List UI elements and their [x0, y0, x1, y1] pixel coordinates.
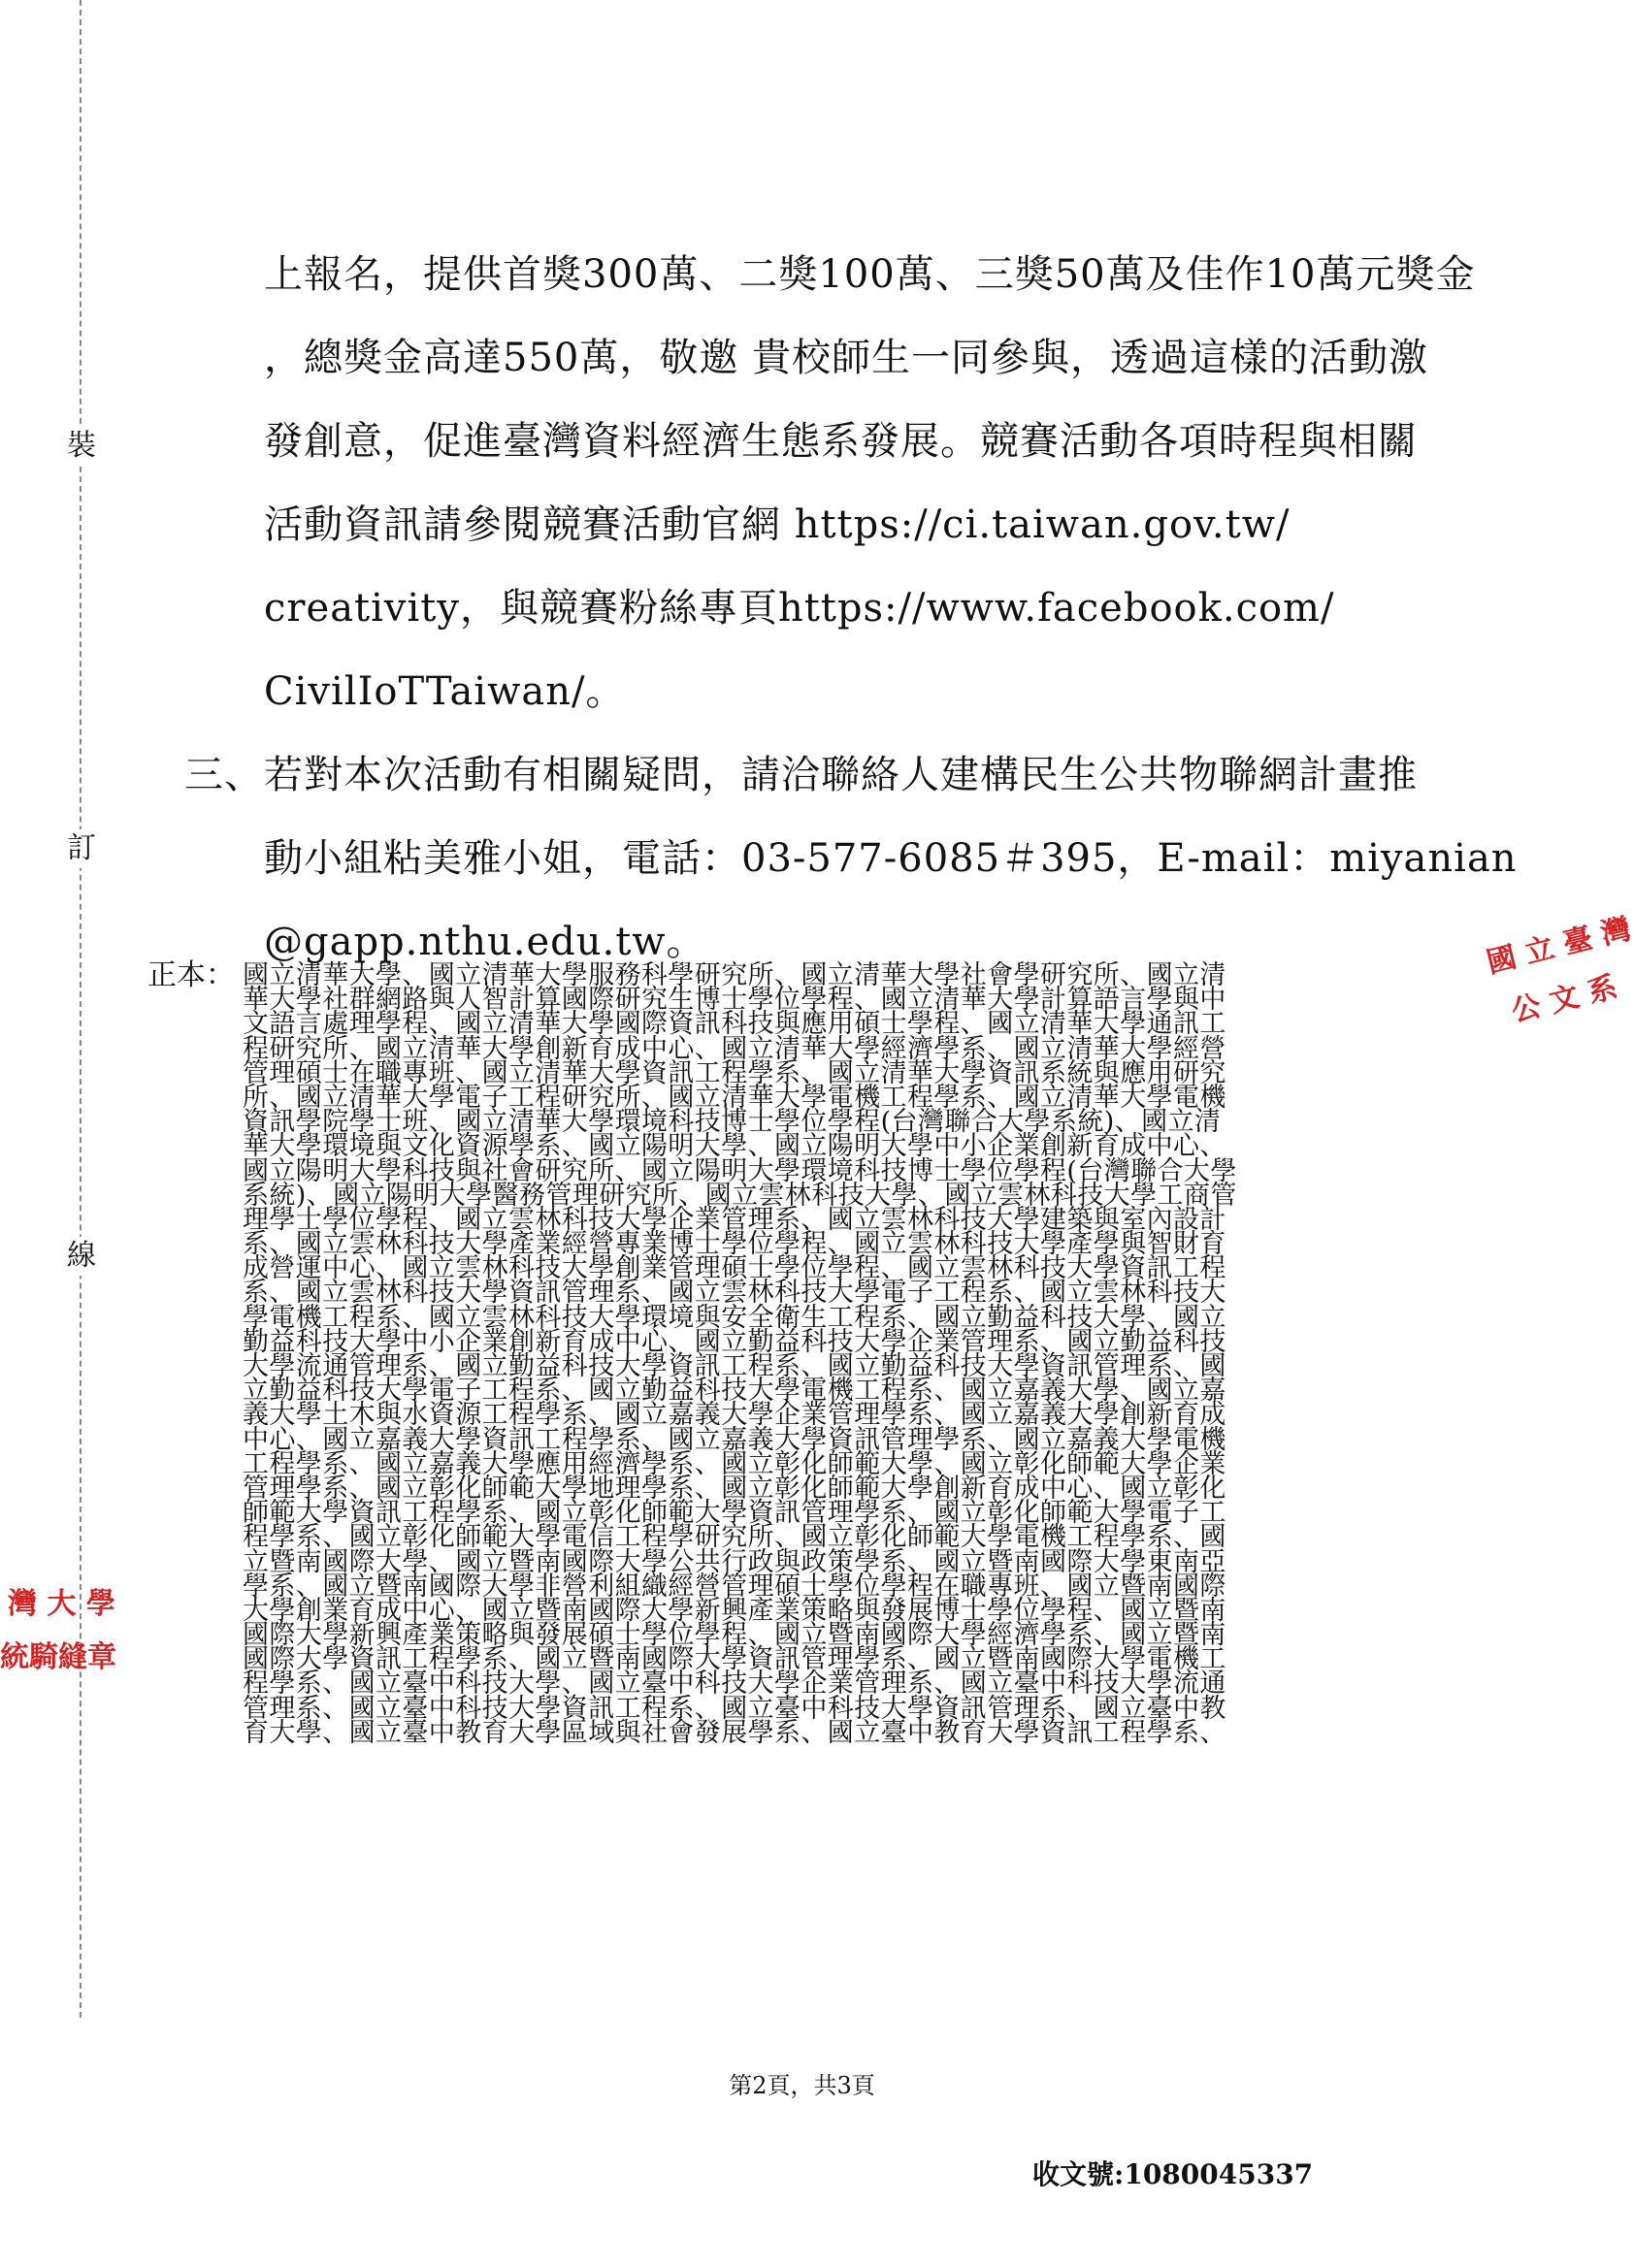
recipients-line: 程研究所、國立清華大學創新育成中心、國立清華大學經濟學系、國立清華大學經營 — [243, 1033, 1226, 1064]
recipients-label: 正本： — [147, 958, 235, 992]
item-three-line: 動小組粘美雅小姐，電話：03-577-6085＃395，E-mail：miyanian — [264, 836, 1518, 881]
binding-label-xian: 線 — [62, 1237, 101, 1276]
recipients-line: 工程學系、國立嘉義大學應用經濟學系、國立彰化師範大學、國立彰化師範大學企業 — [243, 1448, 1226, 1479]
recipients-line: 管理碩士在職專班、國立清華大學資訊工程學系、國立清華大學資訊系統與應用研究 — [243, 1057, 1226, 1088]
binding-label-ding: 訂 — [62, 829, 101, 868]
recipients-line: 國際大學資訊工程學系、國立暨南國際大學資訊管理學系、國立暨南國際大學電機工 — [243, 1644, 1226, 1675]
binding-label-zhuang: 裝 — [62, 427, 101, 466]
body-line: ，總獎金高達550萬，敬邀 貴校師生一同參與，透過這樣的活動激 — [264, 336, 1429, 380]
seal-stamp-right-line2: 公 文 系 — [1508, 970, 1621, 1029]
item-three-line: @gapp.nthu.edu.tw。 — [264, 920, 706, 964]
recipients-line: 學系、國立暨南國際大學非營利組織經營管理碩士學位學程在職專班、國立暨南國際 — [243, 1571, 1226, 1602]
body-line: 活動資訊請參閱競賽活動官網 https://ci.taiwan.gov.tw/ — [264, 502, 1291, 547]
recipients-line: 程學系、國立彰化師範大學電信工程學研究所、國立彰化師範大學電機工程學系、國 — [243, 1522, 1226, 1553]
recipients-line: 系統)、國立陽明大學醫務管理研究所、國立雲林科技大學、國立雲林科技大學工商管 — [243, 1180, 1237, 1211]
recipients-line: 系、國立雲林科技大學資訊管理系、國立雲林科技大學電子工程系、國立雲林科技大 — [243, 1278, 1226, 1309]
recipients-line: 管理學系、國立彰化師範大學地理學系、國立彰化師範大學創新育成中心、國立彰化 — [243, 1473, 1226, 1504]
recipients-line: 國際大學新興產業策略與發展碩士學位學程、國立暨南國際大學經濟學系、國立暨南 — [243, 1620, 1226, 1651]
recipients-line: 中心、國立嘉義大學資訊工程學系、國立嘉義大學資訊管理學系、國立嘉義大學電機 — [243, 1424, 1226, 1455]
receipt-document-number: 收文號:1080045337 — [1032, 2158, 1314, 2190]
recipients-line: 立勤益科技大學電子工程系、國立勤益科技大學電機工程系、國立嘉義大學、國立嘉 — [243, 1376, 1226, 1407]
recipients-line: 大學創業育成中心、國立暨南國際大學新興產業策略與發展博士學位學程、國立暨南 — [243, 1595, 1226, 1626]
recipients-line: 管理系、國立臺中科技大學資訊工程系、國立臺中科技大學資訊管理系、國立臺中教 — [243, 1693, 1226, 1724]
recipients-line: 成營運中心、國立雲林科技大學創業管理碩士學位學程、國立雲林科技大學資訊工程 — [243, 1253, 1226, 1284]
recipients-line: 華大學社群網路與人智計算國際研究生博士學位學程、國立清華大學計算語言學與中 — [243, 985, 1226, 1016]
seal-stamp-right-line1: 國 立 臺 灣 — [1483, 912, 1634, 981]
page-number: 第2頁，共3頁 — [729, 2072, 875, 2099]
recipients-line: 程學系、國立臺中科技大學、國立臺中科技大學企業管理系、國立臺中科技大學流通 — [243, 1669, 1226, 1700]
recipients-line: 勤益科技大學中小企業創新育成中心、國立勤益科技大學企業管理系、國立勤益科技 — [243, 1326, 1226, 1357]
body-line: 上報名，提供首獎300萬、二獎100萬、三獎50萬及佳作10萬元獎金 — [264, 252, 1476, 297]
recipients-line: 國立清華大學、國立清華大學服務科學研究所、國立清華大學社會學研究所、國立清 — [243, 960, 1226, 990]
recipients-line: 所、國立清華大學電子工程研究所、國立清華大學電機工程學系、國立清華大學電機 — [243, 1082, 1226, 1113]
recipients-line: 國立陽明大學科技與社會研究所、國立陽明大學環境科技博士學位學程(台灣聯合大學 — [243, 1155, 1237, 1186]
body-line: CivilIoTTaiwan/。 — [264, 669, 626, 714]
recipients-line: 學電機工程系、國立雲林科技大學環境與安全衛生工程系、國立勤益科技大學、國立 — [243, 1302, 1226, 1333]
recipients-line: 大學流通管理系、國立勤益科技大學資訊工程系、國立勤益科技大學資訊管理系、國 — [243, 1351, 1226, 1381]
recipients-line: 育大學、國立臺中教育大學區域與社會發展學系、國立臺中教育大學資訊工程學系、 — [243, 1717, 1226, 1748]
body-line: 發創意，促進臺灣資料經濟生態系發展。競賽活動各項時程與相關 — [264, 419, 1418, 464]
item-three-heading-line: 三、若對本次活動有相關疑問，請洽聯絡人建構民生公共物聯網計畫推 — [184, 753, 1418, 797]
recipients-line: 義大學土木與水資源工程學系、國立嘉義大學企業管理學系、國立嘉義大學創新育成 — [243, 1400, 1226, 1431]
recipients-list — [243, 960, 1467, 1748]
recipients-line: 理學士學位學程、國立雲林科技大學企業管理系、國立雲林科技大學建築與室內設計 — [243, 1204, 1226, 1235]
body-line: creativity，與競賽粉絲專頁https://www.facebook.com/ — [264, 586, 1335, 631]
seal-stamp-left-line2: 統騎縫章 — [0, 1640, 116, 1674]
recipients-line: 華大學環境與文化資源學系、國立陽明大學、國立陽明大學中小企業創新育成中心、 — [243, 1131, 1226, 1162]
recipients-line: 文語言處理學程、國立清華大學國際資訊科技與應用碩士學程、國立清華大學通訊工 — [243, 1009, 1226, 1040]
recipients-line: 系、國立雲林科技大學產業經營專業博士學位學程、國立雲林科技大學產學與智財育 — [243, 1229, 1226, 1260]
recipients-line: 資訊學院學士班、國立清華大學環境科技博士學位學程(台灣聯合大學系統)、國立清 — [243, 1107, 1222, 1138]
recipients-line: 立暨南國際大學、國立暨南國際大學公共行政與政策學系、國立暨南國際大學東南亞 — [243, 1546, 1226, 1577]
seal-stamp-left-line1: 灣 大 學 — [8, 1587, 115, 1621]
recipients-line: 師範大學資訊工程學系、國立彰化師範大學資訊管理學系、國立彰化師範大學電子工 — [243, 1498, 1226, 1529]
body-paragraph — [184, 233, 1518, 984]
binding-dashed-line — [80, 0, 82, 2018]
